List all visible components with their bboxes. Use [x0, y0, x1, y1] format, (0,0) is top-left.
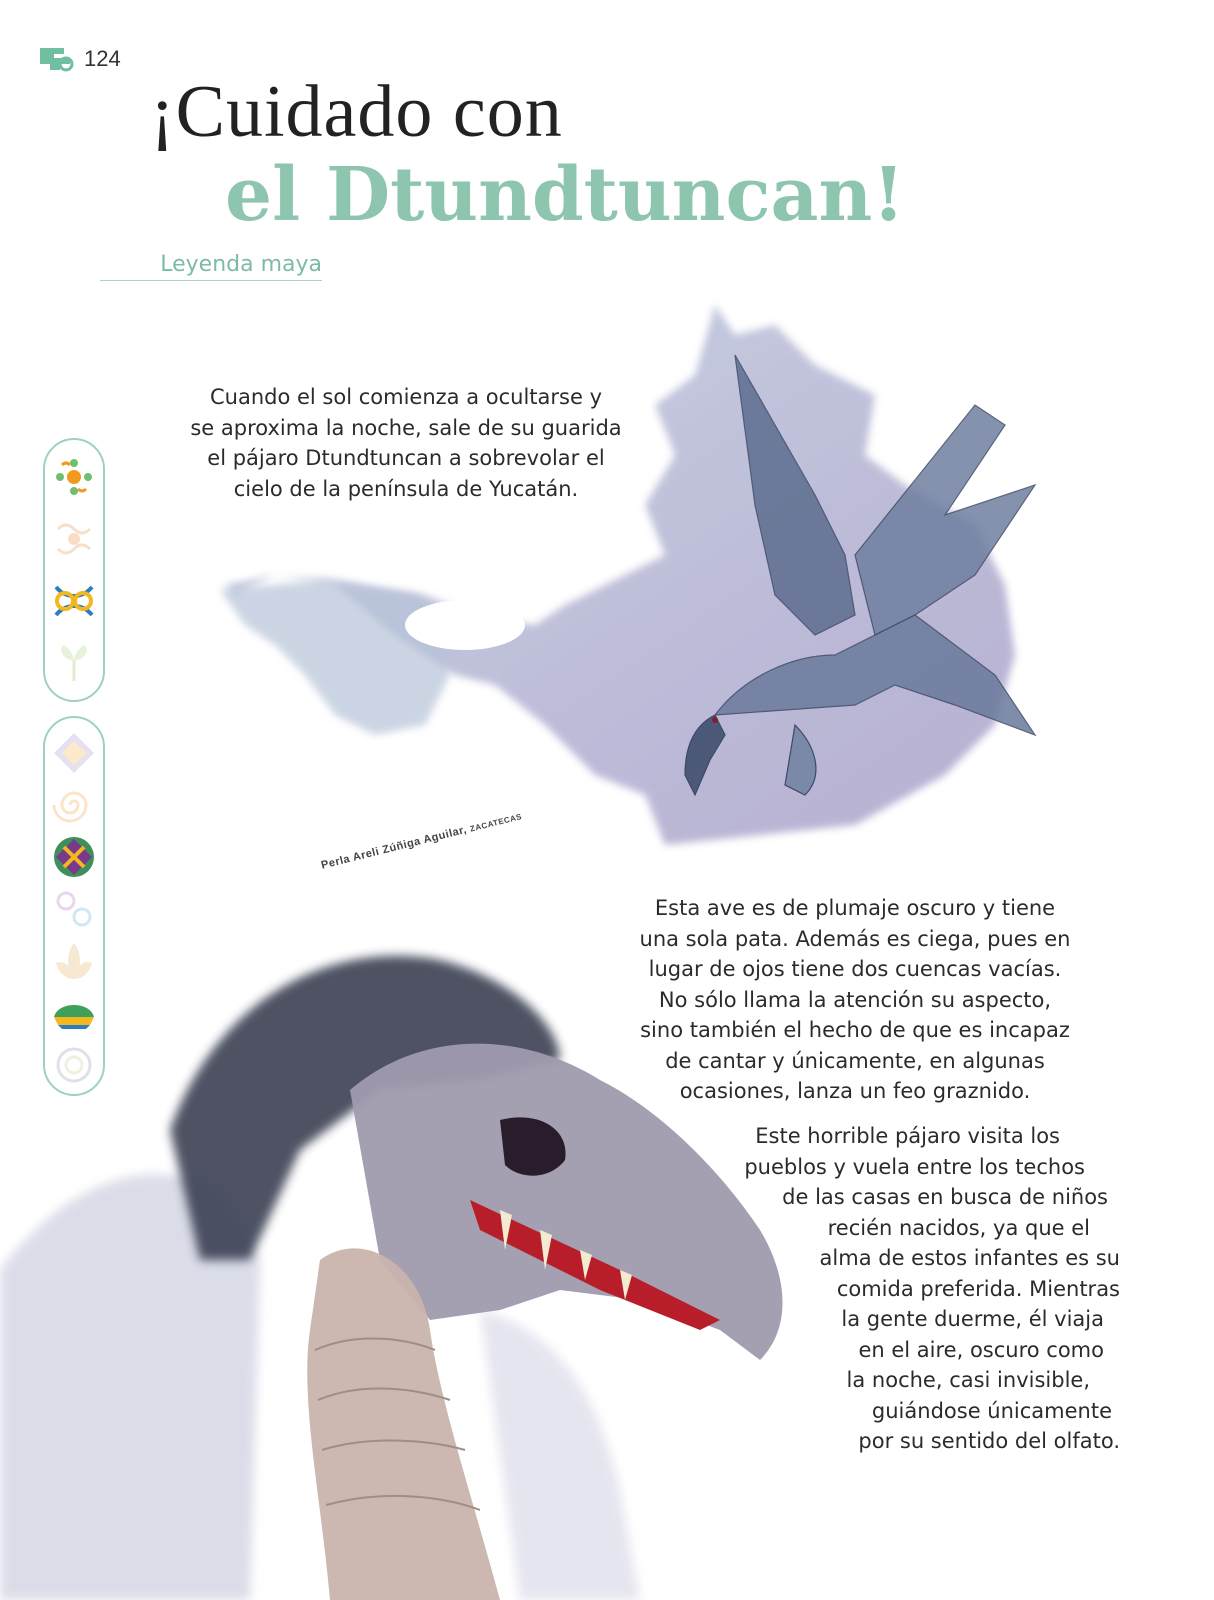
faded-circle-icon[interactable] — [51, 1042, 97, 1088]
credit-state: ZACATECAS — [469, 812, 523, 834]
faded-lotus-icon[interactable] — [51, 938, 97, 984]
side-icon-tab-bottom — [43, 716, 105, 1096]
faded-swirl-icon[interactable] — [51, 516, 97, 562]
page-number-block — [40, 44, 121, 74]
paragraph-line: cielo de la península de Yucatán. — [233, 476, 579, 501]
faded-diamond-icon[interactable] — [51, 730, 97, 776]
paragraph-line: la gente duerme, él viaja — [841, 1307, 1104, 1331]
map-lagoon — [405, 600, 525, 650]
knot-icon[interactable] — [51, 578, 97, 624]
paragraph-line: por su sentido del olfato. — [858, 1429, 1120, 1453]
map-west — [220, 580, 450, 735]
paragraph-2 — [610, 893, 1100, 1107]
paragraph-line: Cuando el sol comienza a ocultarse y — [210, 385, 602, 409]
faded-rings-icon[interactable] — [51, 886, 97, 932]
paragraph-line: alma de estos infantes es su — [819, 1246, 1120, 1270]
paragraph-line: Esta ave es de plumaje oscuro y tiene — [654, 896, 1056, 920]
paragraph-line: comida preferida. Mientras — [836, 1276, 1120, 1301]
page-marker-icon — [40, 44, 76, 74]
faded-spiral-icon[interactable] — [51, 782, 97, 828]
subtitle: Leyenda maya — [100, 252, 322, 281]
white-ruff-right — [480, 1310, 640, 1600]
paragraph-line: sino también el hecho de que es incapaz — [640, 1018, 1070, 1042]
paragraph-line: ocasiones, lanza un feo graznido. — [679, 1079, 1031, 1103]
paragraph-line: la noche, casi invisible, — [846, 1368, 1090, 1392]
paragraph-line: el pájaro Dtundtuncan a sobrevolar el — [207, 446, 605, 470]
paragraph-line: en el aire, oscuro como — [858, 1337, 1104, 1362]
paragraph-1 — [150, 382, 662, 504]
purple-diamond-icon[interactable] — [51, 834, 97, 880]
paragraph-line: se aproxima la noche, sale de su guarida — [190, 415, 622, 440]
yucatan-bird-illustration — [215, 255, 1055, 855]
faded-sprout-icon[interactable] — [51, 640, 97, 686]
paragraph-line: pueblos y vuela entre los techos — [744, 1154, 1085, 1179]
credit-name: Perla Areli Zúñiga Aguilar, — [320, 823, 469, 872]
side-icon-tab-top — [43, 438, 105, 702]
page-number: 124 — [84, 46, 121, 71]
paragraph-line: No sólo llama la atención su aspecto, — [658, 987, 1052, 1012]
title-line-1: ¡Cuidado con — [150, 71, 563, 153]
paragraph-line: una sola pata. Además es ciega, pues en — [639, 926, 1071, 951]
paragraph-line: guiándose únicamente — [871, 1398, 1112, 1423]
dome-icon[interactable] — [51, 990, 97, 1036]
title-line-2: el Dtundtuncan! — [225, 152, 905, 238]
paragraph-line: de cantar y únicamente, en algunas — [665, 1048, 1045, 1073]
paragraph-3 — [700, 1121, 1120, 1457]
paragraph-line: Este horrible pájaro visita los — [755, 1124, 1060, 1148]
orange-flower-icon[interactable] — [51, 454, 97, 500]
paragraph-line: recién nacidos, ya que el — [827, 1215, 1090, 1240]
paragraph-line: de las casas en busca de niños — [782, 1185, 1108, 1209]
paragraph-line: lugar de ojos tiene dos cuencas vacías. — [648, 957, 1062, 981]
